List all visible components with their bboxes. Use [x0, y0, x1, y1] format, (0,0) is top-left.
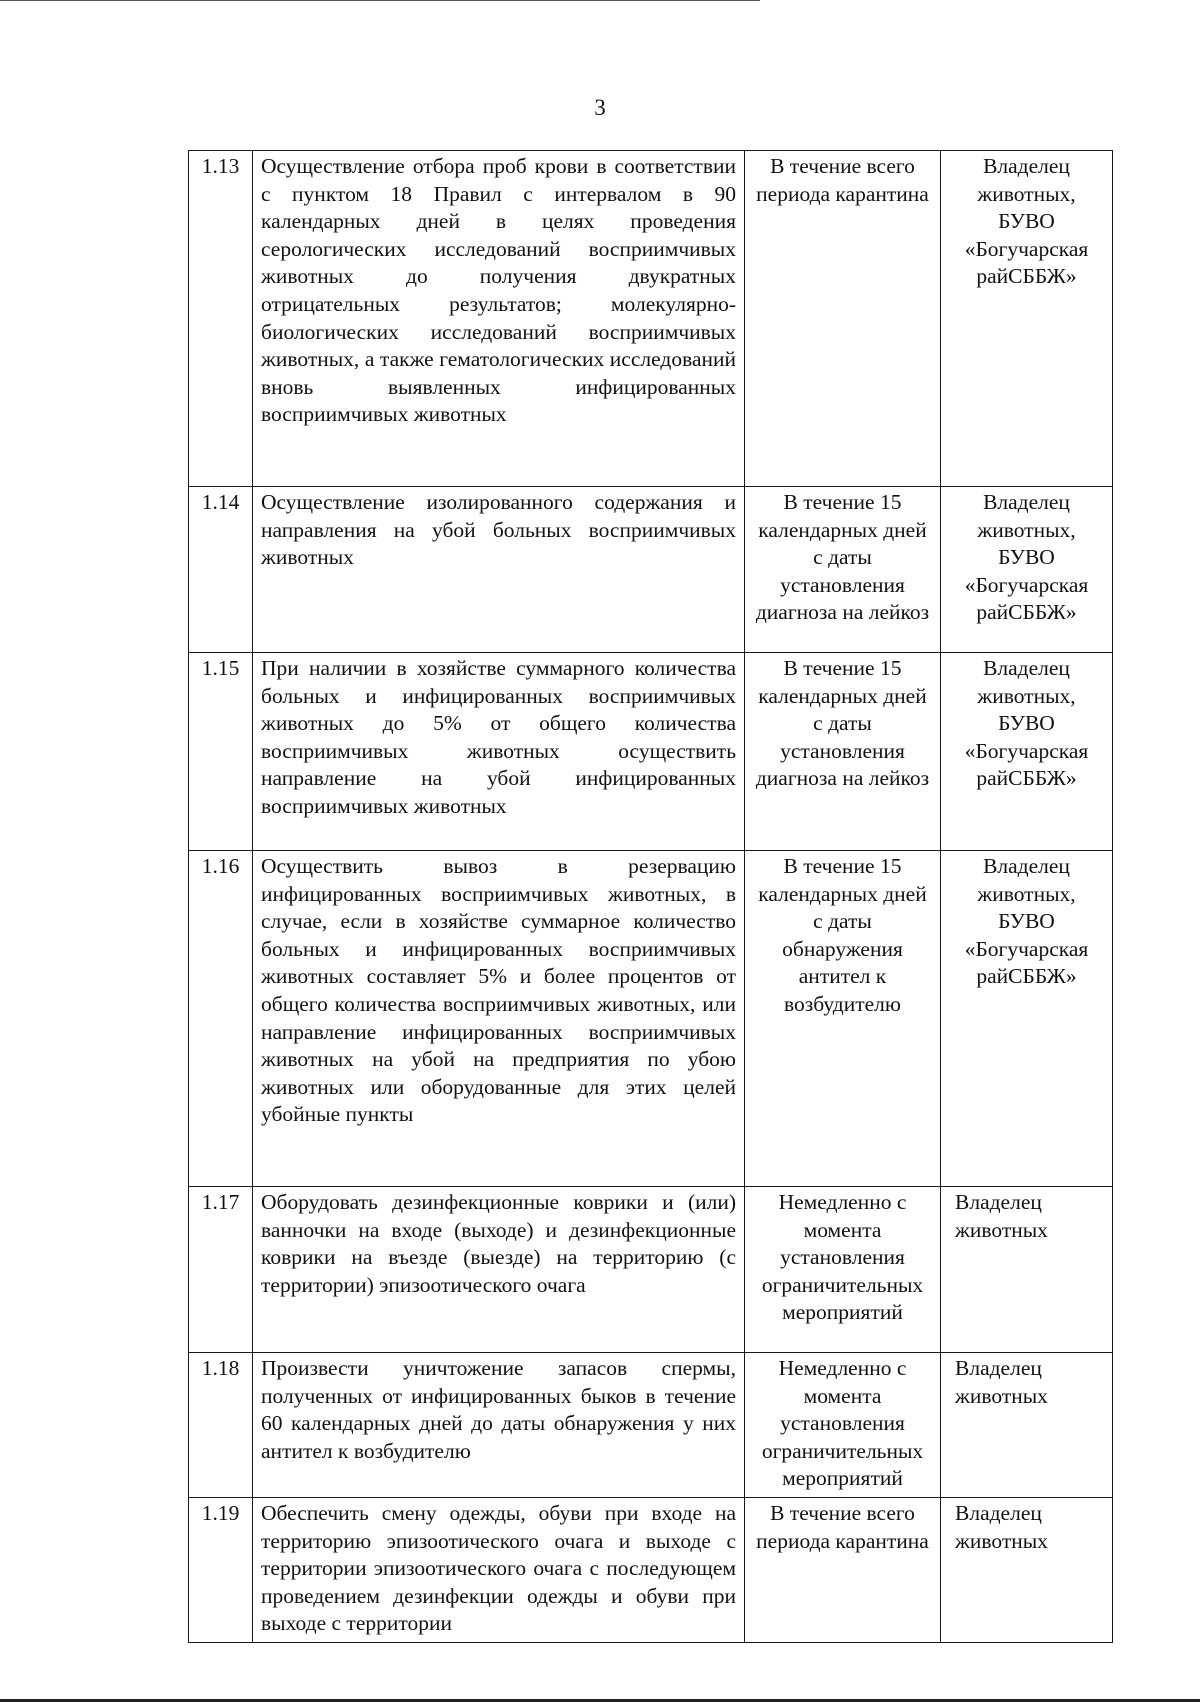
- row-number: 1.16: [189, 851, 253, 1187]
- measure-description: Произвести уничтожение запасов спермы, полученных от инфицированных быков в течение 60 календарных дней до даты обнаружения у них антител к возбудителю: [253, 1353, 745, 1498]
- scan-top-edge: [0, 0, 760, 1]
- table-row: [189, 151, 1113, 487]
- table-row: [189, 1497, 1113, 1642]
- row-number: 1.15: [189, 653, 253, 851]
- measure-description: Осуществление отбора проб крови в соответствии с пунктом 18 Правил с интервалом в 90 календарных дней в целях проведения серологических исследований восприимчивых животных до получения двукратных отрицательных результатов; молекулярно-биологических исследований восприимчивых животных, а также гематологических исследований вновь выявленных инфицированных восприимчивых животных: [253, 151, 745, 487]
- measure-executor: Владелец животных: [941, 1497, 1113, 1642]
- table-row: [189, 1187, 1113, 1353]
- row-number: 1.18: [189, 1353, 253, 1498]
- measures-table: [188, 150, 1113, 1643]
- row-number: 1.17: [189, 1187, 253, 1353]
- measure-description: Оборудовать дезинфекционные коврики и (или) ванночки на входе (выходе) и дезинфекционные коврики на въезде (выезде) на территорию (с территории) эпизоотического очага: [253, 1187, 745, 1353]
- measure-executor: Владелец животных, БУВО «Богучарская райСББЖ»: [941, 487, 1113, 653]
- measure-executor: Владелец животных, БУВО «Богучарская райСББЖ»: [941, 653, 1113, 851]
- measure-description: При наличии в хозяйстве суммарного количества больных и инфицированных восприимчивых животных до 5% от общего количества восприимчивых животных осуществить направление на убой инфицированных восприимчивых животных: [253, 653, 745, 851]
- page-number: 3: [594, 95, 606, 120]
- row-number: 1.14: [189, 487, 253, 653]
- row-number: 1.19: [189, 1497, 253, 1642]
- measure-description: Осуществление изолированного содержания и направления на убой больных восприимчивых животных: [253, 487, 745, 653]
- table-row: [189, 1353, 1113, 1498]
- measure-term: В течение 15 календарных дней с даты обнаружения антител к возбудителю: [745, 851, 941, 1187]
- measure-term: Немедленно с момента установления ограничительных мероприятий: [745, 1353, 941, 1498]
- measure-executor: Владелец животных: [941, 1187, 1113, 1353]
- table-row: [189, 487, 1113, 653]
- row-number: 1.13: [189, 151, 253, 487]
- measure-term: Немедленно с момента установления ограничительных мероприятий: [745, 1187, 941, 1353]
- measure-term: В течение всего периода карантина: [745, 151, 941, 487]
- measure-executor: Владелец животных, БУВО «Богучарская райСББЖ»: [941, 151, 1113, 487]
- measure-description: Осуществить вывоз в резервацию инфицированных восприимчивых животных, в случае, если в хозяйстве суммарное количество больных и инфицированных восприимчивых животных составляет 5% и более процентов от общего количества восприимчивых животных, или направление инфицированных восприимчивых животных на убой на предприятия по убою животных или оборудованные для этих целей убойные пункты: [253, 851, 745, 1187]
- measure-executor: Владелец животных, БУВО «Богучарская райСББЖ»: [941, 851, 1113, 1187]
- measure-executor: Владелец животных: [941, 1353, 1113, 1498]
- measure-description: Обеспечить смену одежды, обуви при входе на территорию эпизоотического очага и выходе с территории эпизоотического очага с последующем проведением дезинфекции одежды и обуви при выходе с территории: [253, 1497, 745, 1642]
- table-row: [189, 653, 1113, 851]
- measure-term: В течение 15 календарных дней с даты установления диагноза на лейкоз: [745, 487, 941, 653]
- measure-term: В течение всего периода карантина: [745, 1497, 941, 1642]
- measure-term: В течение 15 календарных дней с даты установления диагноза на лейкоз: [745, 653, 941, 851]
- table-row: [189, 851, 1113, 1187]
